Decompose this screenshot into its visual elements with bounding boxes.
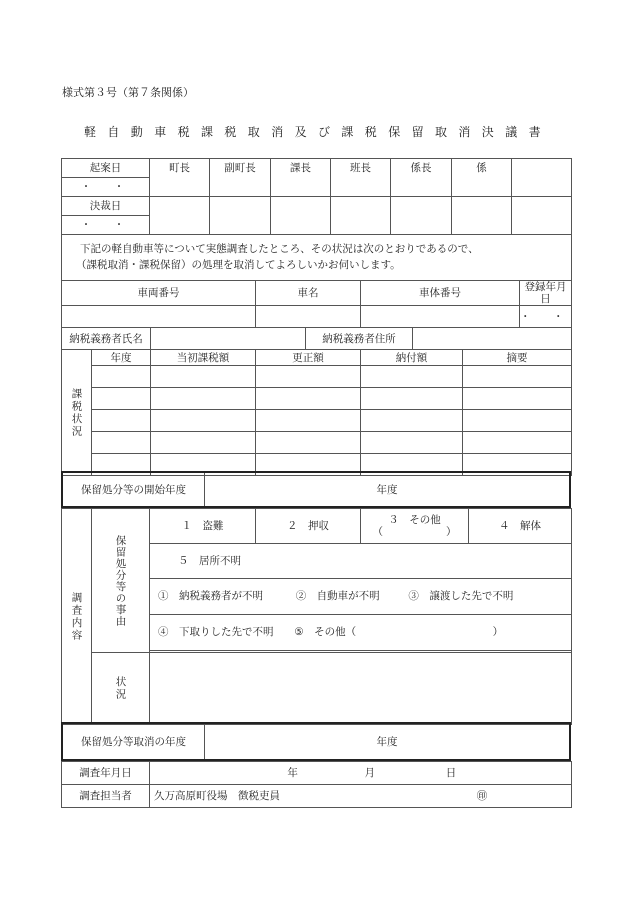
detail-other: ⑤ その他（ ） — [294, 626, 504, 639]
remarks-header: 摘要 — [463, 350, 572, 366]
draft-date-label: 起案日 — [62, 159, 150, 178]
extra-stamp-cell — [512, 159, 572, 197]
survey-year-suffix: 年 — [287, 766, 298, 779]
reason-other-parens: （ ） — [372, 526, 457, 538]
vehicle-name-value — [256, 306, 361, 328]
detail-tradein-unknown: ④ 下取りした先で不明 — [158, 626, 274, 639]
investigation-table — [61, 508, 572, 725]
survey-table — [61, 761, 572, 808]
stamp-section-chief — [271, 197, 331, 235]
taxpayer-name-value — [151, 328, 306, 350]
hold-start-year-box — [61, 471, 571, 508]
initial-tax-header: 当初課税額 — [151, 350, 256, 366]
registration-date-header: 登録年月日 — [520, 281, 572, 306]
vehicle-number-header: 車両番号 — [62, 281, 256, 306]
survey-date-value — [150, 762, 572, 785]
investigation-side-label: 調査内容 — [62, 509, 92, 725]
form-reference: 様式第３号（第７条関係） — [62, 86, 194, 99]
role-chief: 係長 — [391, 159, 452, 197]
role-team-leader: 班長 — [331, 159, 391, 197]
tax-year-header: 年度 — [92, 350, 151, 366]
role-deputy-mayor: 副町長 — [210, 159, 271, 197]
survey-month-suffix: 月 — [364, 766, 376, 779]
detail-row-2 — [150, 615, 572, 651]
role-staff: 係 — [452, 159, 512, 197]
hold-start-year-value: 年度 — [376, 484, 398, 496]
reason-other-label: ３ その他 — [388, 513, 441, 526]
status-value — [150, 653, 572, 725]
tax-row — [62, 410, 572, 432]
intro-text — [62, 235, 572, 281]
paid-amount-header: 納付額 — [361, 350, 463, 366]
survey-officer-text: 久万高原町役場 徴税吏員 — [154, 789, 280, 802]
detail-vehicle-unknown: ② 自動車が不明 — [295, 590, 380, 603]
intro-line-1: 下記の軽自動車等について実態調査したところ、その状況は次のとおりであるので、 — [80, 243, 479, 256]
survey-day-suffix: 日 — [445, 766, 457, 779]
survey-date-label: 調査年月日 — [62, 762, 150, 785]
role-mayor: 町長 — [150, 159, 210, 197]
hold-reason-label: 保留処分等の事由 — [92, 509, 150, 653]
survey-officer-label: 調査担当者 — [62, 785, 150, 808]
hold-cancel-year-value: 年度 — [376, 736, 398, 748]
decision-date-label: 決裁日 — [62, 197, 150, 216]
status-label: 状況 — [92, 653, 150, 725]
document-title: 軽自動車税課税取消及び課税保留取消決議書 — [84, 125, 553, 139]
main-form-table — [61, 234, 572, 476]
hold-cancel-year-label: 保留処分等取消の年度 — [63, 724, 205, 759]
stamp-deputy-mayor — [210, 197, 271, 235]
stamp-team-leader — [331, 197, 391, 235]
hold-start-year-label: 保留処分等の開始年度 — [63, 473, 205, 506]
approval-table — [61, 158, 572, 235]
corrected-amount-header: 更正額 — [256, 350, 361, 366]
reason-other — [361, 509, 469, 544]
detail-taxpayer-unknown: ① 納税義務者が不明 — [158, 590, 263, 603]
reason-address-unknown: ５ 居所不明 — [150, 544, 572, 579]
reason-theft: １ 盗難 — [150, 509, 256, 544]
vehicle-number-value — [62, 306, 256, 328]
intro-line-2: （課税取消・課税保留）の処理を取消してよろしいかお伺いします。 — [76, 258, 401, 271]
reason-seizure: ２ 押収 — [256, 509, 361, 544]
stamp-staff — [452, 197, 512, 235]
chassis-number-value — [361, 306, 520, 328]
draft-date-value: ・ ・ — [62, 178, 150, 197]
stamp-chief — [391, 197, 452, 235]
chassis-number-header: 車体番号 — [361, 281, 520, 306]
taxpayer-address-value — [413, 328, 572, 350]
vehicle-name-header: 車名 — [256, 281, 361, 306]
detail-transferee-unknown: ③ 譲渡した先で不明 — [408, 590, 514, 603]
detail-row-1 — [150, 579, 572, 615]
role-section-chief: 課長 — [271, 159, 331, 197]
taxpayer-name-label: 納税義務者氏名 — [62, 328, 151, 350]
tax-row — [62, 366, 572, 388]
decision-date-value: ・ ・ — [62, 216, 150, 235]
tax-row — [62, 432, 572, 454]
tax-status-side-label: 課税状況 — [62, 350, 92, 476]
reason-dismantled: ４ 解体 — [469, 509, 572, 544]
stamp-mayor — [150, 197, 210, 235]
tax-row — [62, 388, 572, 410]
survey-officer-value — [150, 785, 572, 808]
taxpayer-address-label: 納税義務者住所 — [306, 328, 413, 350]
registration-date-value: ・ ・ — [520, 306, 572, 328]
seal-mark: ㊞ — [476, 789, 488, 802]
hold-cancel-year-box — [61, 722, 571, 761]
stamp-extra — [512, 197, 572, 235]
